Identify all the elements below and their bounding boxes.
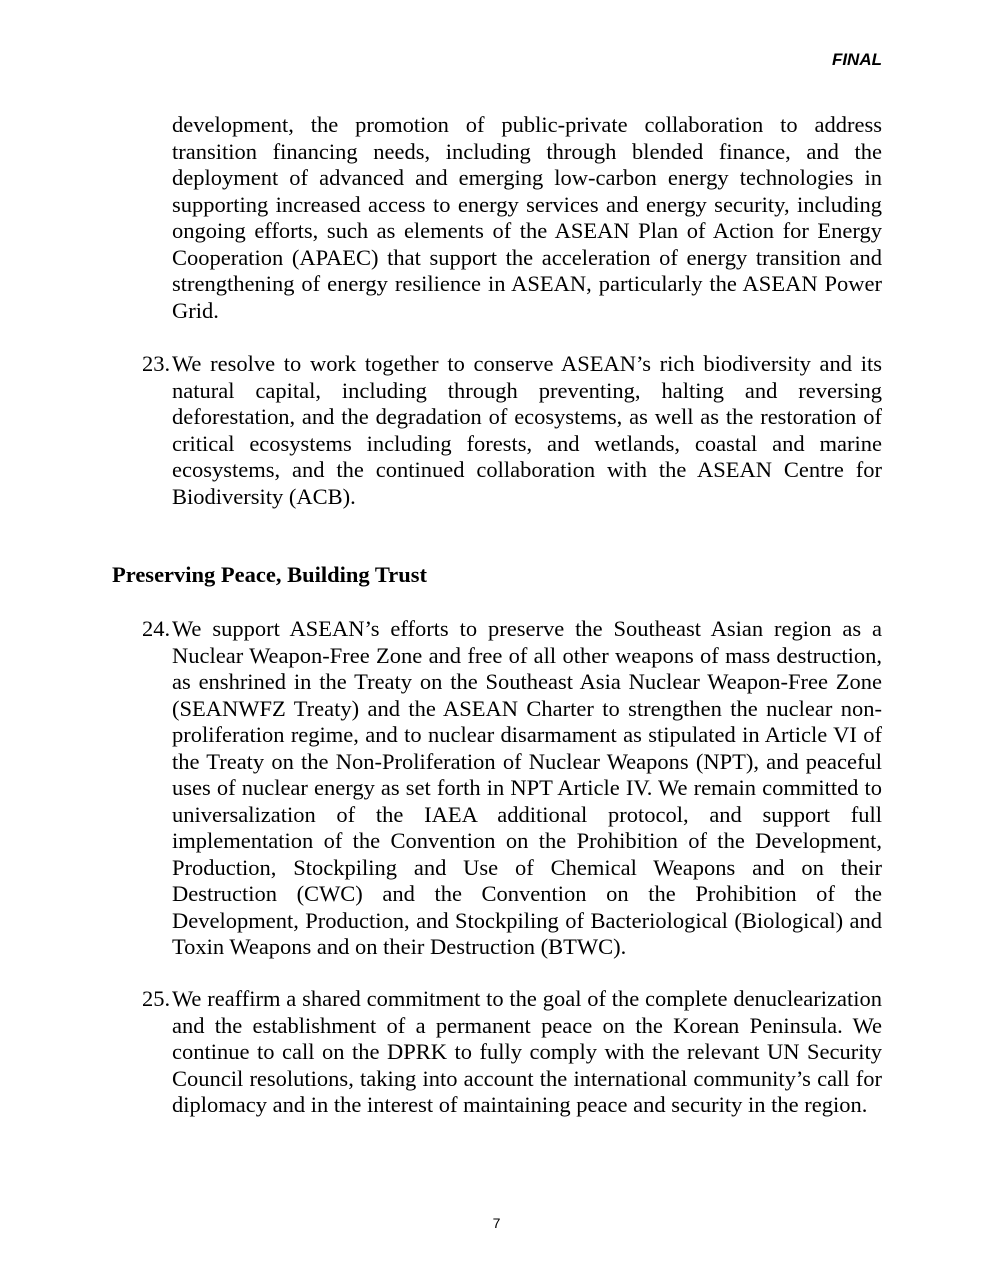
paragraph-number: 23.: [142, 351, 171, 376]
paragraph-25: [142, 986, 882, 1119]
paragraph-text: We reaffirm a shared commitment to the goal of the complete denuclearization and the establishment of a permanent peace on the Korean Peninsula. We continue to call on the DPRK to fully comply with the relevant UN Security Council resolutions, taking into account the international community’s call for diplomacy and in the interest of maintaining peace and security in the region.: [172, 986, 882, 1117]
section-heading: Preserving Peace, Building Trust: [112, 562, 427, 587]
page-number: 7: [492, 1215, 501, 1231]
paragraph-number: 25.: [142, 986, 171, 1011]
continued-paragraph: development, the promotion of public-private collaboration to address transition financing needs, including through blended finance, and the deployment of advanced and emerging low-carbon energy technologies in supporting increased access to energy services and energy security, including ongoing efforts, such as elements of the ASEAN Plan of Action for Energy Cooperation (APAEC) that support the acceleration of energy transition and strengthening of energy resilience in ASEAN, particularly the ASEAN Power Grid.: [172, 112, 882, 323]
paragraph-24: [142, 616, 882, 961]
paragraph-number: 24.: [142, 616, 171, 641]
final-status-mark: FINAL: [831, 50, 882, 69]
paragraph-text: We support ASEAN’s efforts to preserve the Southeast Asian region as a Nuclear Weapon-Free Zone and free of all other weapons of mass destruction, as enshrined in the Treaty on the Southeast Asia Nuclear Weapon-Free Zone (SEANWFZ Treaty) and the ASEAN Charter to strengthen the nuclear non-proliferation regime, and to nuclear disarmament as stipulated in Article VI of the Treaty on the Non-Proliferation of Nuclear Weapons (NPT), and peaceful uses of nuclear energy as set forth in NPT Article IV. We remain committed to universalization of the IAEA additional protocol, and support full implementation of the Convention on the Prohibition of the Development, Production, Stockpiling and Use of Chemical Weapons and on their Destruction (CWC) and the Convention on the Prohibition of the Development, Production, and Stockpiling of Bacteriological (Biological) and Toxin Weapons and on their Destruction (BTWC).: [172, 616, 882, 959]
paragraph-text: We resolve to work together to conserve ASEAN’s rich biodiversity and its natural capital, including through preventing, halting and reversing deforestation, and the degradation of ecosystems, as well as the restoration of critical ecosystems including forests, and wetlands, coastal and marine ecosystems, and the continued collaboration with the ASEAN Centre for Biodiversity (ACB).: [172, 351, 882, 509]
paragraph-23: [142, 351, 882, 510]
